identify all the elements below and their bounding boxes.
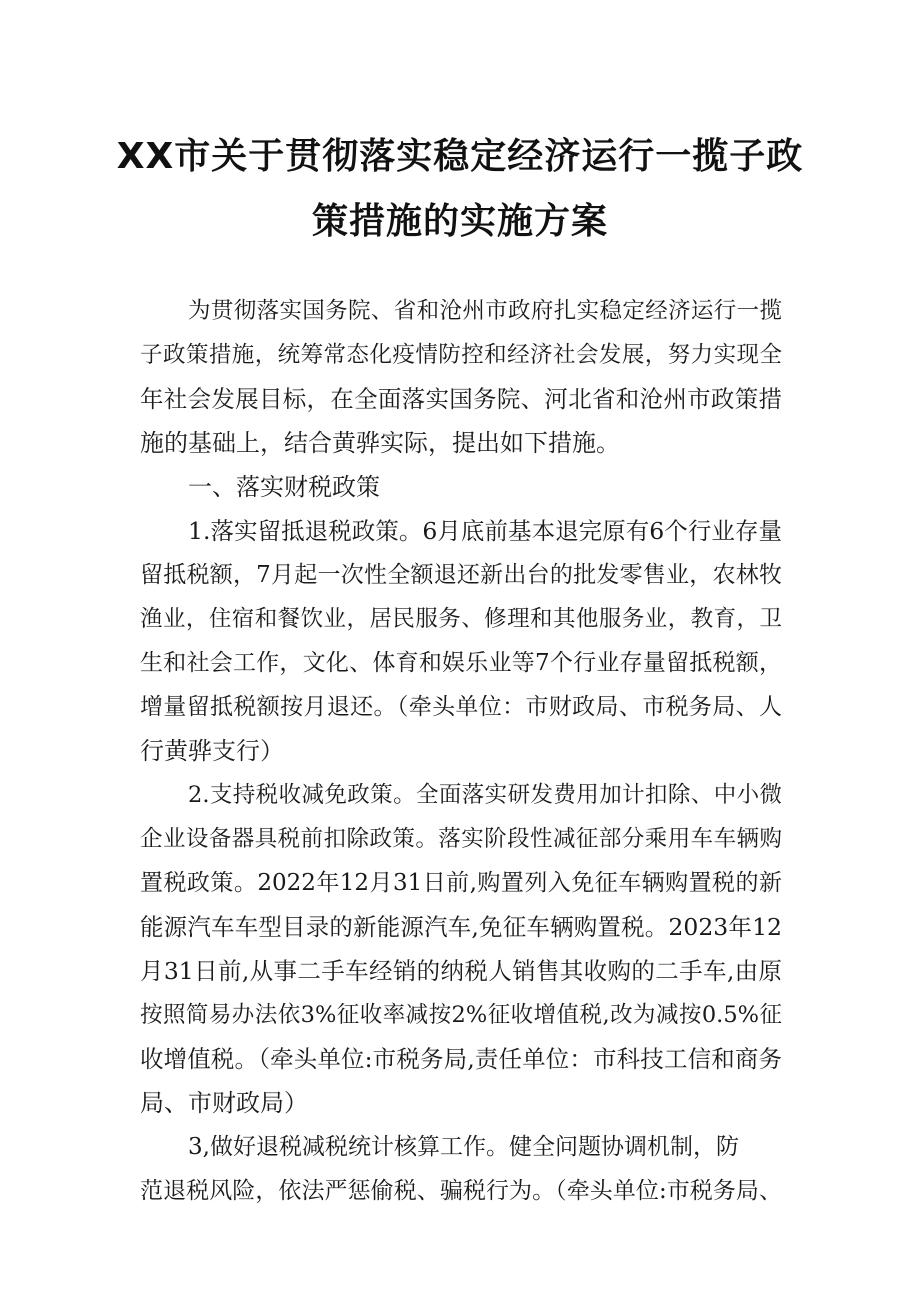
paragraph-line: 能源汽车车型目录的新能源汽车,免征车辆购置税。2023年12: [140, 913, 782, 941]
paragraph-line: 局、市财政局）: [140, 1089, 308, 1117]
paragraph-line: 按照简易办法依3%征收率减按2%征收增值税,改为减按0.5%征: [140, 1002, 782, 1028]
paragraph-line: 施的基础上，结合黄骅实际，提出如下措施。: [140, 429, 620, 457]
paragraph-line: 渔业，住宿和餐饮业，居民服务、修理和其他服务业，教育，卫: [140, 606, 782, 632]
paragraph-line: 2.支持税收减免政策。全面落实研发费用加计扣除、中小微: [188, 782, 782, 808]
paragraph-line: 1.落实留抵退税政策。6月底前基本退完原有6个行业存量: [188, 517, 782, 545]
paragraph-line: 3,做好退税减税统计核算工作。健全问题协调机制，防: [188, 1134, 739, 1160]
paragraph-line: 收增值税。（牵头单位:市税务局,责任单位：市科技工信和商务: [140, 1045, 782, 1073]
paragraph-line: 为贯彻落实国务院、省和沧州市政府扎实稳定经济运行一揽: [188, 298, 782, 324]
paragraph-line: 范退税风险，依法严惩偷税、骗税行为。（牵头单位:市税务局、: [140, 1178, 782, 1204]
paragraph-line: 年社会发展目标，在全面落实国务院、河北省和沧州市政策措: [140, 385, 782, 413]
paragraph-line: 留抵税额，7月起一次性全额退还新出台的批发零售业，农林牧: [140, 562, 782, 588]
paragraph-line: 置税政策。2022年12月31日前,购置列入免征车辆购置税的新: [140, 870, 782, 896]
paragraph-line: 企业设备器具税前扣除政策。落实阶段性减征部分乘用车车辆购: [140, 826, 782, 852]
paragraph-line: 月31日前,从事二手车经销的纳税人销售其收购的二手车,由原: [140, 957, 782, 985]
document-title-line-1: XX市关于贯彻落实稳定经济运行一揽子政: [116, 136, 804, 177]
paragraph-line: 行黄骅支行）: [140, 737, 284, 765]
document-title-line-2: 策措施的实施方案: [311, 201, 608, 242]
paragraph-line: 增量留抵税额按月退还。（牵头单位：市财政局、市税务局、人: [140, 694, 782, 720]
paragraph-line: 子政策措施，统筹常态化疫情防控和经济社会发展，努力实现全: [140, 342, 782, 368]
section-heading: 一、落实财税政策: [188, 473, 380, 501]
paragraph-line: 生和社会工作，文化、体育和娱乐业等7个行业存量留抵税额，: [140, 650, 782, 676]
